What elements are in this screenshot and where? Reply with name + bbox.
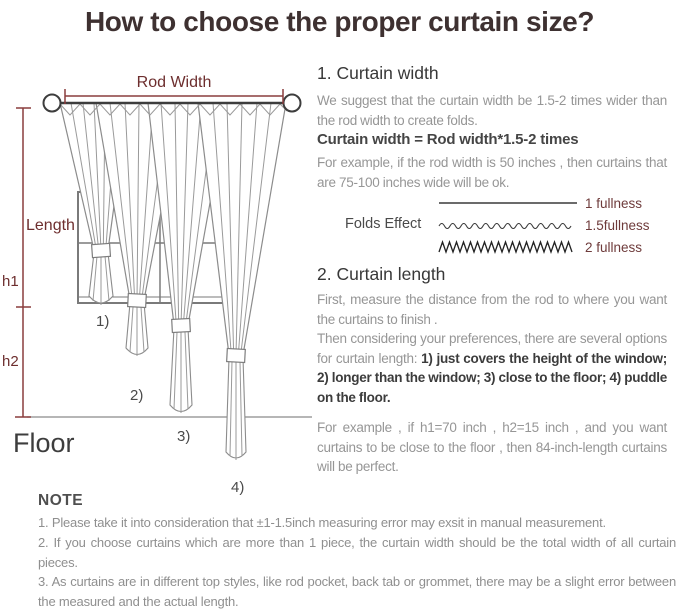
rod-width-measure — [65, 74, 283, 104]
fullness-1-5-label: 1.5fullness — [585, 218, 650, 233]
curtain-width-formula: Curtain width = Rod width*1.5-2 times — [317, 131, 579, 148]
h1-label: h1 — [2, 273, 19, 290]
curtain-panel-4 — [198, 103, 286, 460]
section-width-heading: 1. Curtain width — [317, 63, 439, 83]
curtain-diagram — [0, 60, 320, 510]
fullness-2-label: 2 fullness — [585, 240, 643, 255]
note-item-2: 2. If you choose curtains which are more than 1 piece, the curtain width should be the total width of all curtain pieces. — [38, 535, 676, 570]
option-3-label: 3) — [177, 428, 191, 445]
h2-label: h2 — [2, 353, 19, 370]
fullness-1-label: 1 fullness — [585, 196, 643, 211]
folds-effect-lines — [437, 197, 579, 257]
option-2-label: 2) — [130, 387, 144, 404]
note-heading: NOTE — [38, 492, 84, 509]
section-width-paragraph-2: For example, if the rod width is 50 inches , then curtains that are 75-100 inches wide will be ok. — [317, 155, 667, 190]
floor-label: Floor — [13, 428, 75, 458]
length-options-intro: Then considering your preferences, there are several options for curtain length: — [317, 331, 667, 366]
section-length-paragraph-2 — [317, 329, 667, 407]
option-1-label: 1) — [96, 313, 110, 330]
rod-width-label: Rod Width — [136, 74, 212, 91]
length-options-list: 1) just covers the height of the window; 2) longer than the window; 3) close to the floor; 4) puddle on the floor. — [317, 350, 667, 405]
fullness-1-5-line — [439, 224, 571, 229]
length-measure — [2, 108, 75, 417]
option-4-label: 4) — [231, 479, 245, 496]
length-label: Length — [26, 217, 75, 234]
section-length-paragraph-1: First, measure the distance from the rod to where you want the curtains to finish . — [317, 292, 667, 327]
section-length-heading: 2. Curtain length — [317, 264, 446, 284]
note-item-3: 3. As curtains are in different top styles, like rod pocket, back tab or grommet, there may be a slight error between the measured and the actual length. — [38, 574, 676, 609]
note-item-1: 1. Please take it into consideration that ±1-1.5inch measuring error may exsit in manual measurement. — [38, 515, 606, 530]
fullness-2-line — [439, 242, 572, 252]
page-title: How to choose the proper curtain size? — [84, 6, 595, 37]
folds-effect-label: Folds Effect — [345, 216, 422, 232]
rod-finial-left — [44, 95, 61, 112]
rod-finial-right — [284, 95, 301, 112]
section-width-paragraph-1: We suggest that the curtain width be 1.5-2 times wider than the rod width to create folds. — [317, 93, 667, 128]
section-length-paragraph-3: For example , if h1=70 inch , h2=15 inch , and you want curtains to be close to the floor , then 84-inch-length curtains will be perfect. — [317, 420, 667, 474]
